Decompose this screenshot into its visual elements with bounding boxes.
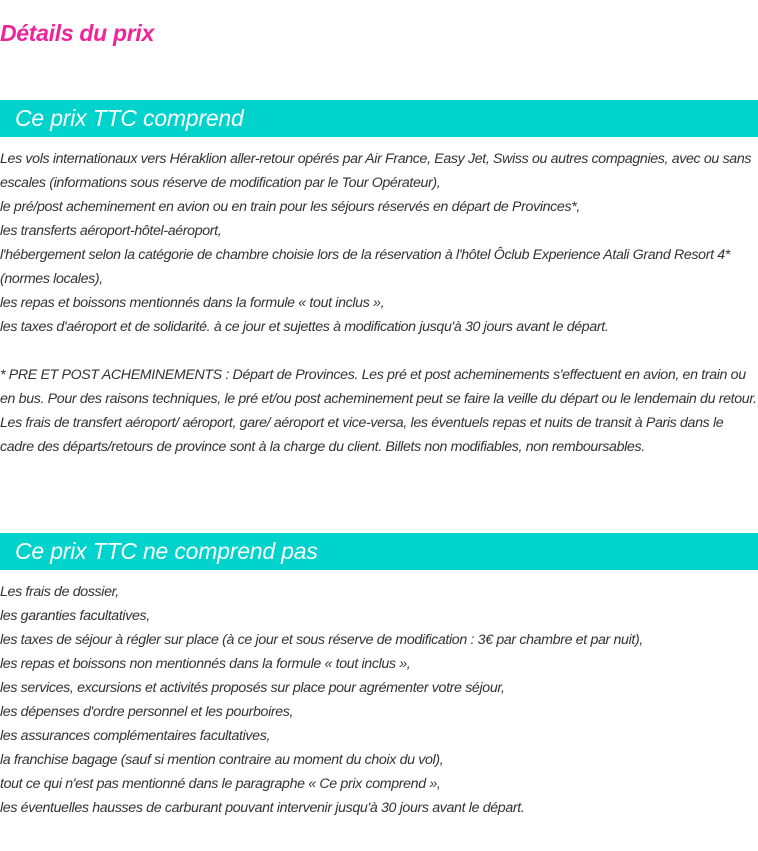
excluded-item: tout ce qui n'est pas mentionné dans le paragraphe « Ce prix comprend », [0,776,441,792]
included-item: Les vols internationaux vers Héraklion aller-retour opérés par Air France, Easy Jet, Swiss ou autres compagnies, avec ou sans escales (informations sous réserve de modification par le Tour Opérateur), [0,151,752,191]
included-item: les transferts aéroport-hôtel-aéroport, [0,223,222,239]
excluded-section-title: Ce prix TTC ne comprend pas [15,538,318,564]
excluded-item: la franchise bagage (sauf si mention contraire au moment du choix du vol), [0,752,444,768]
included-section-title: Ce prix TTC comprend [15,105,244,131]
included-list [0,147,758,339]
included-item: l'hébergement selon la catégorie de chambre choisie lors de la réservation à l'hôtel Ôclub Experience Atali Grand Resort 4* (normes locales), [0,247,730,287]
excluded-section-header [0,533,758,570]
excluded-item: les taxes de séjour à régler sur place (à ce jour et sous réserve de modification : 3€ par chambre et par nuit), [0,632,643,648]
excluded-list [0,580,758,820]
page-title: Détails du prix [0,20,154,46]
excluded-item: les éventuelles hausses de carburant pouvant intervenir jusqu'à 30 jours avant le départ. [0,800,525,816]
excluded-item: les assurances complémentaires facultatives, [0,728,271,744]
excluded-item: les garanties facultatives, [0,608,150,624]
excluded-item: les dépenses d'ordre personnel et les pourboires, [0,704,294,720]
included-item: les taxes d'aéroport et de solidarité. à ce jour et sujettes à modification jusqu'à 30 jours avant le départ. [0,319,609,335]
excluded-item: les services, excursions et activités proposés sur place pour agrémenter votre séjour, [0,680,505,696]
included-section-header [0,100,758,137]
excluded-item: les repas et boissons non mentionnés dans la formule « tout inclus », [0,656,411,672]
excluded-item: Les frais de dossier, [0,584,119,600]
included-item: le pré/post acheminement en avion ou en train pour les séjours réservés en départ de Provinces*, [0,199,580,215]
transfer-note: * PRE ET POST ACHEMINEMENTS : Départ de Provinces. Les pré et post acheminements s'effectuent en avion, en train ou en bus. Pour des raisons techniques, le pré et/ou post acheminement peut se faire la veille du départ ou le lendemain du retour. Les frais de transfert aéroport/ aéroport, gare/ aéroport et vice-versa, les éventuels repas et nuits de transit à Paris dans le cadre des départs/retours de province sont à la charge du client. Billets non modifiables, non remboursables. [0,367,757,455]
included-item: les repas et boissons mentionnés dans la formule « tout inclus », [0,295,385,311]
